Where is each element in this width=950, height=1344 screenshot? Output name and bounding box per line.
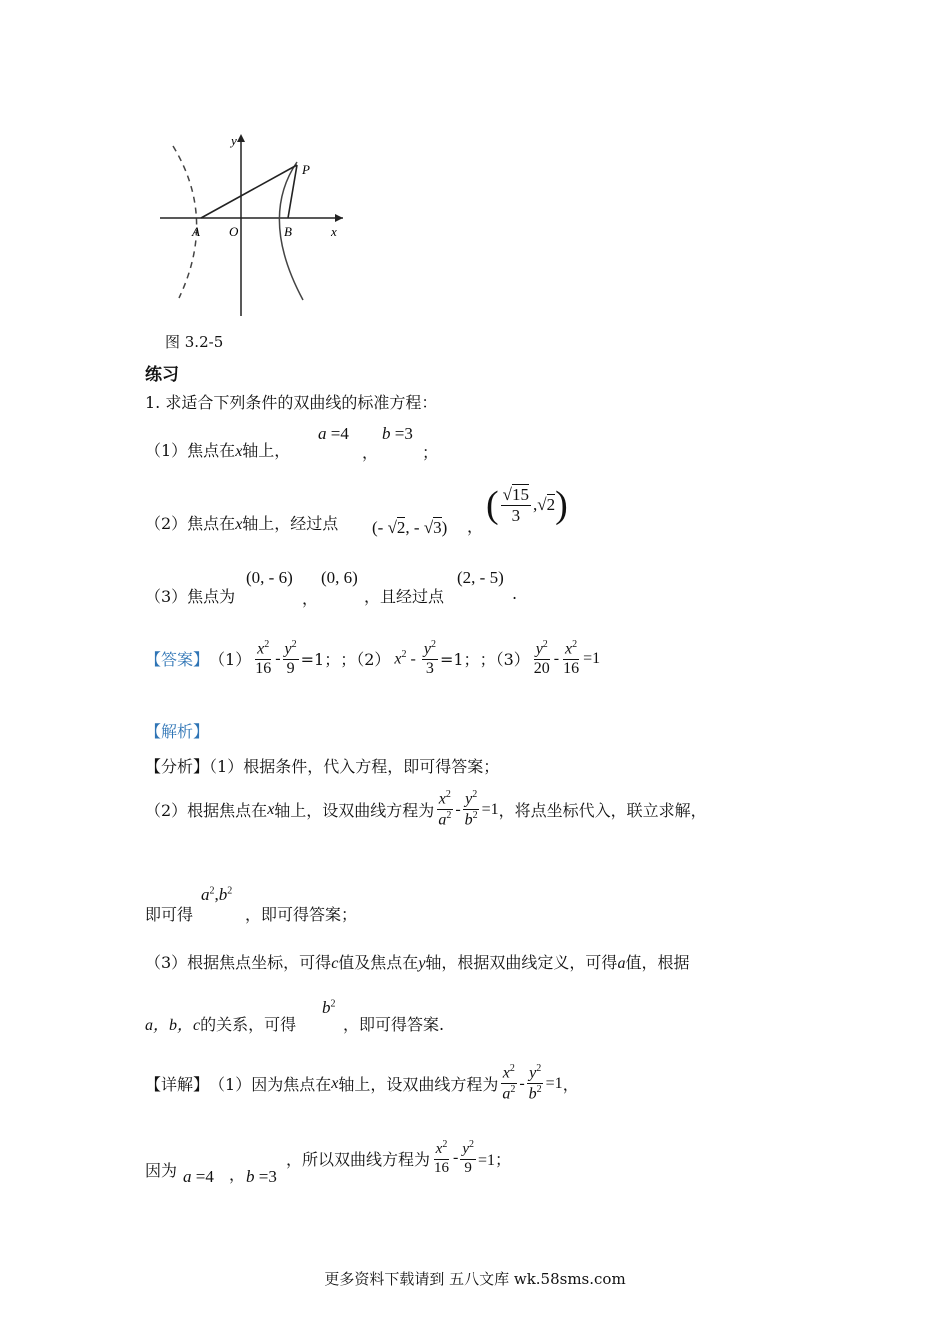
line-pb <box>288 165 297 218</box>
point-b-label: B <box>284 224 292 239</box>
fx3-f: a，b，c <box>145 1017 201 1034</box>
c3-comma1: ， <box>302 589 319 608</box>
fx3-c: c <box>331 955 339 972</box>
fx2-b: 轴上，设双曲线方程为 <box>274 801 435 821</box>
d1-x: x <box>331 1074 339 1092</box>
fx3-aa: a <box>617 955 626 972</box>
answer-tag: 【答案】 <box>145 650 210 670</box>
d1-c: ， <box>562 1075 579 1095</box>
analysis-tag: 【解析】 <box>145 722 210 741</box>
detail-line-2-b: ，所以双曲线方程为 $\frac{x^2}{16}$ - $\frac{y^2}{9}$ =1； <box>286 1139 512 1176</box>
c1-comma: ， <box>362 443 379 462</box>
d2-b: ，所以双曲线方程为 <box>286 1149 431 1169</box>
x-label: x <box>331 224 337 239</box>
point-p-label: P <box>302 162 310 177</box>
c1-prefix: （1）焦点在 <box>145 441 236 460</box>
detail-tag: 【详解】 <box>145 1075 210 1095</box>
practice-heading: 练习 <box>145 365 179 385</box>
condition-2 <box>145 511 338 534</box>
analysis-line-2: （2）根据焦点在 x 轴上，设双曲线方程为 $\frac{x^2}{a^2}$ - $\frac{y^2}{b^2}$ =1 ，将点坐标代入，联立求解， <box>145 789 707 829</box>
c3-point-3: (2, - 5) <box>457 568 504 587</box>
c2-comma: ， <box>467 517 484 536</box>
c1-a-eq: a =4 <box>318 424 349 443</box>
q1-intro: 1. 求适合下列条件的双曲线的标准方程： <box>145 393 438 412</box>
c3-point-2: (0, 6) <box>321 568 358 587</box>
fx2-x: x <box>267 800 275 818</box>
detail-line-2-a: 因为 <box>145 1161 178 1180</box>
analysis-line-3-a: 即可得 <box>145 905 194 924</box>
detail-line-1: 【详解】 （1）因为焦点在 x 轴上，设双曲线方程为 $\frac{x^2}{a^2}$ - $\frac{y^2}{b^2}$ =1 ， <box>145 1063 579 1103</box>
answer-eq2-end: =1； <box>439 650 480 670</box>
fx-1: （1）根据条件，代入方程，即可得答案； <box>209 757 500 776</box>
c2-mid: 轴上，经过点 <box>242 514 339 533</box>
c2-point-2: ( $\frac{√15}{3}$ ,√2 ) <box>486 484 568 527</box>
analysis-line-3-b: ，即可得答案； <box>245 905 358 924</box>
fx2-c: ，将点坐标代入，联立求解， <box>498 801 707 821</box>
answer-line: 【答案】 （1） $\frac{x^2}{16}$ - $\frac{y^2}{9}$ =1； ；（2） $x^2$ - $\frac{y^2}{3}$ =1； ；（3） $\frac{y^2}{20}$ - $\frac{x^2}{16}$ =1 <box>145 639 601 678</box>
answer-part-1: （1） <box>209 650 252 670</box>
hyperbola-figure <box>155 128 355 320</box>
c3-end: . <box>512 584 518 603</box>
fx3-b: 值及焦点在 <box>338 953 419 972</box>
fx-tag: 【分析】 <box>145 757 210 776</box>
a2-b2: $a^2,b^2$ <box>201 885 233 904</box>
left-branch <box>173 146 197 298</box>
analysis-line-5-b: ，即可得答案. <box>343 1015 445 1034</box>
fx3-d: 轴，根据双曲线定义，可得 <box>425 953 618 972</box>
d2-a-eq: a =4 <box>183 1167 214 1186</box>
fx3-e: 值，根据 <box>625 953 690 972</box>
origin-label: O <box>229 224 239 239</box>
c1-mid: 轴上， <box>242 441 291 460</box>
d2-comma: ， <box>229 1165 246 1184</box>
b2: $b^2$ <box>322 998 336 1017</box>
answer-part-2: ；（2） <box>340 650 391 670</box>
d2-b-eq: b =3 <box>246 1167 277 1186</box>
condition-3-prefix: （3）焦点为 <box>145 587 236 606</box>
answer-eq1-end: =1； <box>300 650 341 670</box>
fx2-a: （2）根据焦点在 <box>145 801 268 821</box>
c1-x: x <box>235 443 243 460</box>
fx3-a: （3）根据焦点坐标，可得 <box>145 953 332 972</box>
x-axis-arrow <box>335 214 343 222</box>
analysis-line-1 <box>145 754 499 777</box>
analysis-line-5-a <box>145 1012 296 1035</box>
c3-mid: ，且经过点 <box>364 587 445 606</box>
d1-b: 轴上，设双曲线方程为 <box>338 1075 499 1095</box>
c3-point-1: (0, - 6) <box>246 568 293 587</box>
answer-eq3-end: =1 <box>583 649 601 667</box>
condition-1 <box>145 438 290 461</box>
analysis-line-4 <box>145 950 689 973</box>
y-axis-arrow <box>237 134 245 142</box>
c1-end: ； <box>422 443 439 462</box>
c1-b-eq: b =3 <box>382 424 413 443</box>
c2-point-1: (- √2, - √3) <box>372 518 448 537</box>
answer-part-3: ；（3） <box>479 650 530 670</box>
d2-end: =1； <box>478 1151 512 1169</box>
point-a-label: A <box>192 224 200 239</box>
c2-prefix: （2）焦点在 <box>145 514 236 533</box>
figure-caption: 图 3.2-5 <box>165 333 224 351</box>
footer: 更多资料下载请到 五八文库 wk.58sms.com <box>324 1270 626 1288</box>
c2-x: x <box>235 516 243 533</box>
y-label: y <box>231 133 237 148</box>
fx3-g: 的关系，可得 <box>200 1015 297 1034</box>
fx3-y: y <box>418 955 426 972</box>
d1-a: （1）因为焦点在 <box>209 1075 332 1095</box>
